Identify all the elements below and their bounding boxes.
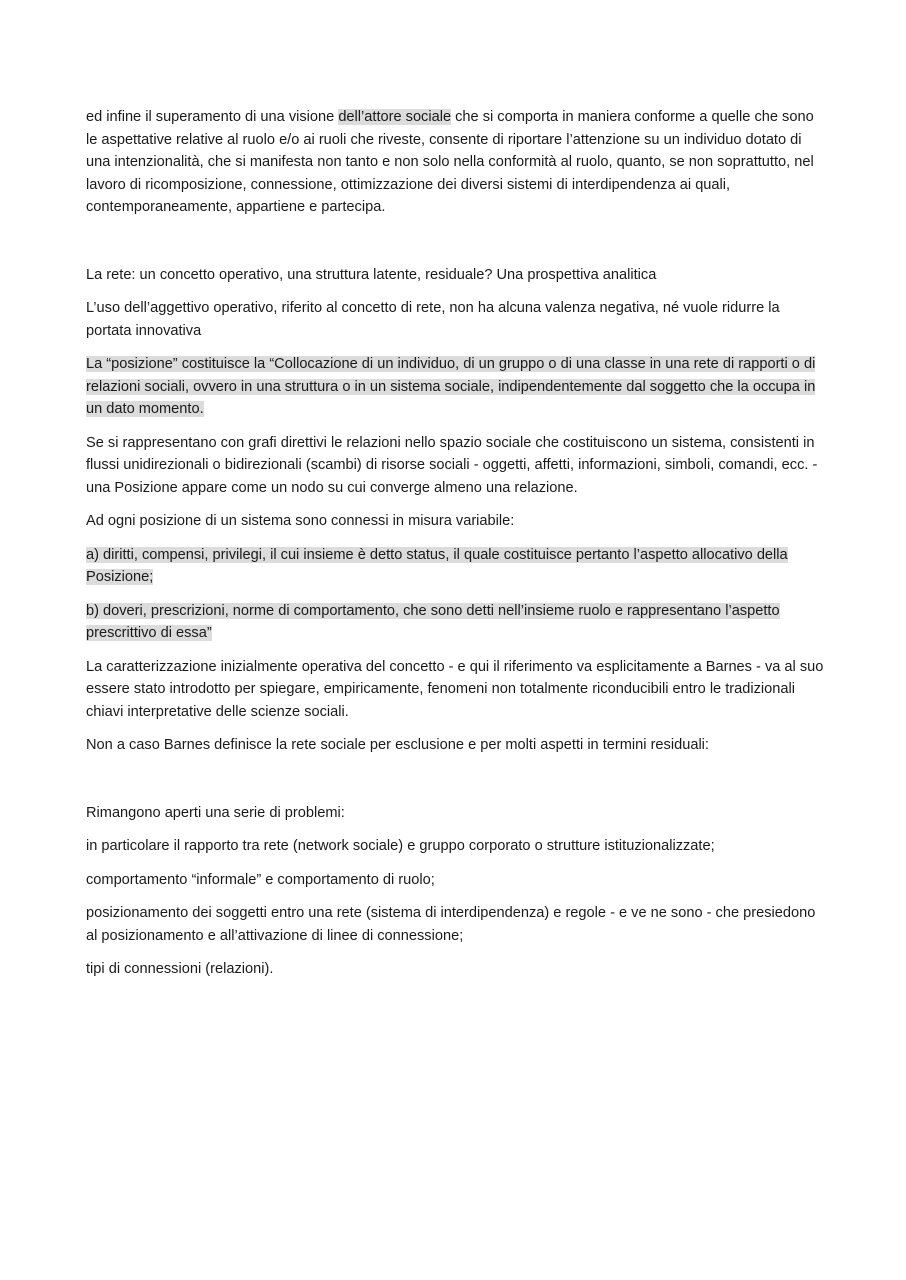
quote-posizione xyxy=(86,353,826,421)
quote-doveri-text: b) doveri, prescrizioni, norme di comportamento, che sono detti nell’insieme ruolo e rappresentano l’aspetto prescrittivo di essa” xyxy=(86,602,780,641)
section-heading: La rete: un concetto operativo, una struttura latente, residuale? Una prospettiva analitica xyxy=(86,266,657,283)
paragraph-grafi: Se si rappresentano con grafi direttivi le relazioni nello spazio sociale che costituiscono un sistema, consistenti in flussi unidirezionali o bidirezionali (scambi) di risorse sociali - oggetti, affetti, informazioni, simboli, comandi, ecc. - una Posizione appare come un nodo su cui converge almeno una relazione. xyxy=(86,434,818,496)
quote-diritti-text: a) diritti, compensi, privilegi, il cui insieme è detto status, il quale costituisce pertanto l’aspetto allocativo della Posizione; xyxy=(86,546,788,585)
document-page xyxy=(86,106,826,992)
list-item-posizionamento: posizionamento dei soggetti entro una rete (sistema di interdipendenza) e regole - e ve ne sono - che presiedono al posizionamento e all’attivazione di linee di connessione; xyxy=(86,905,816,944)
list-item-rapporto: in particolare il rapporto tra rete (network sociale) e gruppo corporato o strutture istituzionalizzate; xyxy=(86,838,715,854)
paragraph-problemi: Rimangono aperti una serie di problemi: xyxy=(86,804,345,821)
paragraph-intro xyxy=(86,106,826,219)
paragraph-operativo: L’uso dell’aggettivo operativo, riferito al concetto di rete, non ha alcuna valenza negativa, né vuole ridurre la portata innovativa xyxy=(86,300,780,339)
quote-diritti xyxy=(86,544,826,589)
paragraph-barnes: La caratterizzazione inizialmente operativa del concetto - e qui il riferimento va esplicitamente a Barnes - va al suo essere stato introdotto per spiegare, empiricamente, fenomeni non totalmente riconducibili entro le tradizionali chiavi interpretative delle scienze sociali. xyxy=(86,658,824,720)
list-item-connessioni: tipi di connessioni (relazioni). xyxy=(86,961,274,977)
highlighted-phrase: dell’attore sociale xyxy=(338,109,452,125)
paragraph-residuali: Non a caso Barnes definisce la rete sociale per esclusione e per molti aspetti in termini residuali: xyxy=(86,737,709,753)
list-item-comportamento: comportamento “informale” e comportamento di ruolo; xyxy=(86,871,435,888)
quote-posizione-text: La “posizione” costituisce la “Collocazione di un individuo, di un gruppo o di una classe in una rete di rapporti o di relazioni sociali, ovvero in una struttura o in un sistema sociale, indipendentemente dal soggetto che la occupa in un dato momento. xyxy=(86,356,816,417)
paragraph-connessi: Ad ogni posizione di un sistema sono connessi in misura variabile: xyxy=(86,513,515,529)
paragraph-intro-after: che si comporta in maniera conforme a quelle che sono le aspettative relative al ruolo e/o ai ruoli che riveste, consente di riportare l’attenzione su un individuo dotato di una intenzionalità, che si manifesta non tanto e non solo nella conformità al ruolo, quanto, se non soprattutto, nel lavoro di ricomposizione, connessione, ottimizzazione dei diversi sistemi di interdipendenza ai quali, contemporaneamente, appartiene e partecipa. xyxy=(86,109,814,215)
paragraph-intro-before: ed infine il superamento di una visione xyxy=(86,109,339,125)
quote-doveri xyxy=(86,600,826,645)
